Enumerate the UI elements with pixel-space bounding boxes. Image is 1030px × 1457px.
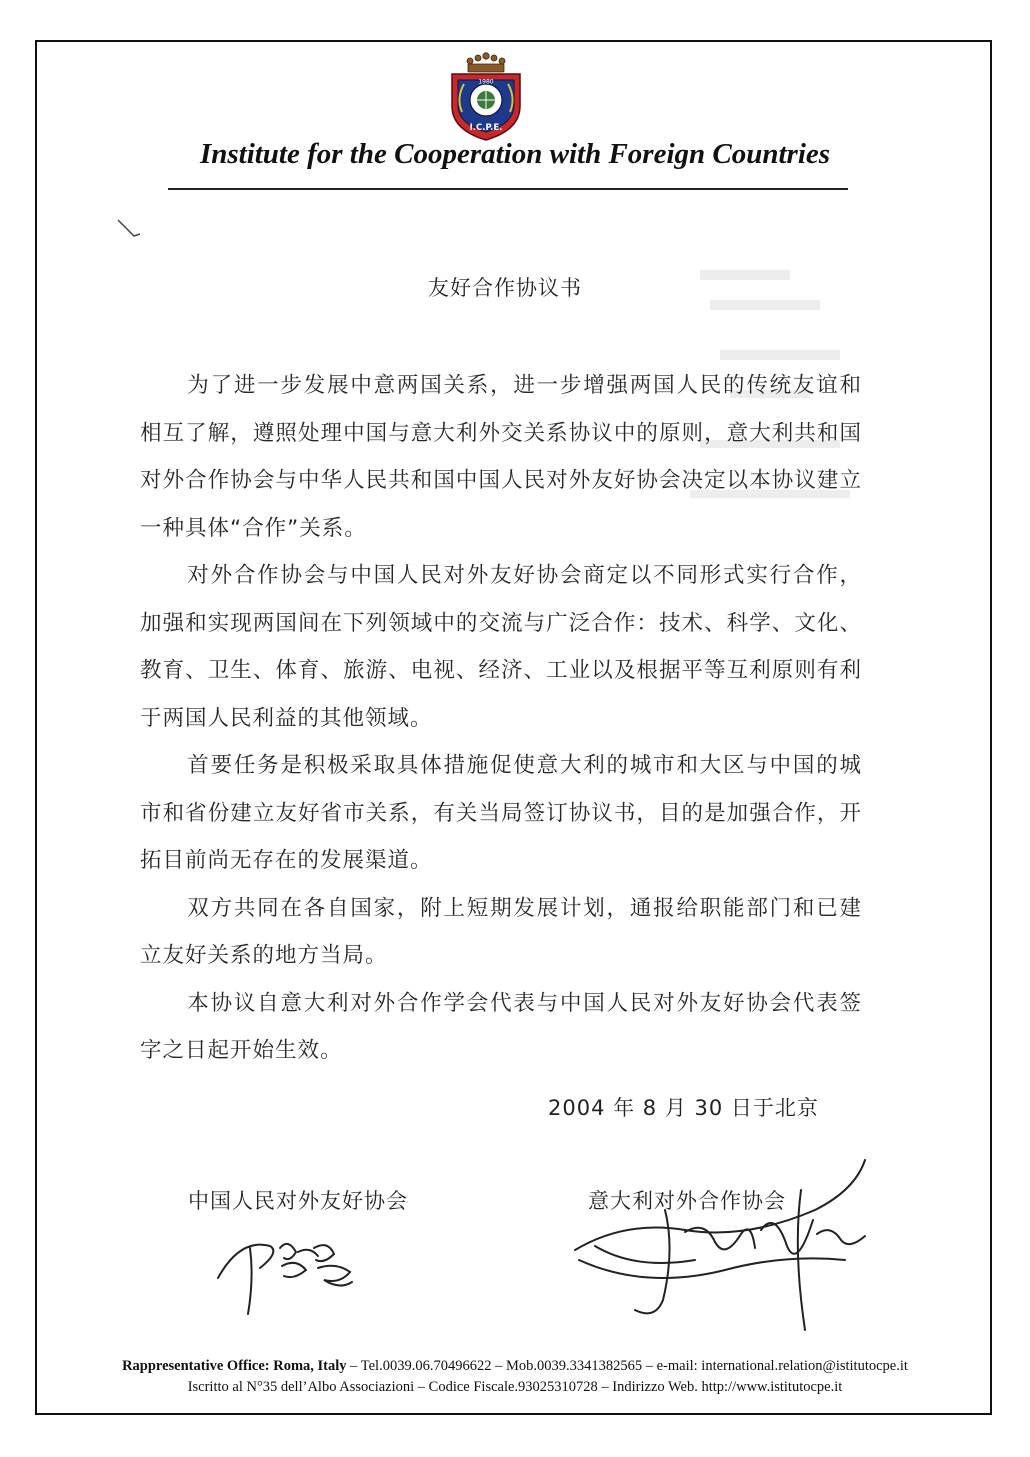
signature-right bbox=[565, 1150, 875, 1345]
paragraph: 双方共同在各自国家，附上短期发展计划，通报给职能部门和已建立友好关系的地方当局。 bbox=[140, 895, 862, 968]
footer-contact-details: – Tel.0039.06.70496622 – Mob.0039.3341382565 – e-mail: international.relation@istitutocpe.it bbox=[346, 1358, 908, 1374]
organization-title: Institute for the Cooperation with Foreign Countries bbox=[199, 138, 831, 170]
title-underline bbox=[168, 188, 848, 190]
signatory-org-left: 中国人民对外友好协会 bbox=[188, 1189, 408, 1213]
paragraph: 对外合作协会与中国人民对外友好协会商定以不同形式实行合作，加强和实现两国间在下列领域中的交流与广泛合作：技术、科学、文化、教育、卫生、体育、旅游、电视、经济、工业以及根据平等互利原则有利于两国人民利益的其他领域。 bbox=[140, 563, 862, 731]
footer-registry-line: Iscritto al N°35 dell’Albo Associazioni – Codice Fiscale.93025310728 – Indirizzo Web. http://www.istitutocpe.it bbox=[187, 1379, 843, 1395]
agreement-heading: 友好合作协议书 bbox=[428, 276, 582, 300]
icpe-logo-emblem bbox=[446, 50, 526, 142]
date-place: 2004 年 8 月 30 日于北京 bbox=[548, 1096, 819, 1120]
svg-text:I.C.P.E.: I.C.P.E. bbox=[469, 123, 503, 133]
paragraph: 本协议自意大利对外合作学会代表与中国人民对外友好协会代表签字之日起开始生效。 bbox=[140, 990, 862, 1063]
paragraph: 为了进一步发展中意两国关系，进一步增强两国人民的传统友谊和相互了解，遵照处理中国与意大利外交关系协议中的原则，意大利共和国对外合作协会与中华人民共和国中国人民对外友好协会决定以本协议建立一种具体“合作”关系。 bbox=[140, 373, 862, 541]
footer-office-label: Rappresentative Office: Roma, Italy bbox=[122, 1358, 347, 1374]
footer-contact-line bbox=[0, 1358, 1030, 1375]
signature-left bbox=[210, 1218, 380, 1318]
paragraph: 首要任务是积极采取具体措施促使意大利的城市和大区与中国的城市和省份建立友好省市关系，有关当局签订协议书，目的是加强合作，开拓目前尚无存在的发展渠道。 bbox=[140, 753, 862, 873]
stray-pen-mark bbox=[116, 218, 142, 240]
signatory-org-right: 意大利对外合作协会 bbox=[588, 1189, 786, 1213]
agreement-body bbox=[140, 362, 862, 1075]
svg-text:1980: 1980 bbox=[478, 78, 494, 86]
